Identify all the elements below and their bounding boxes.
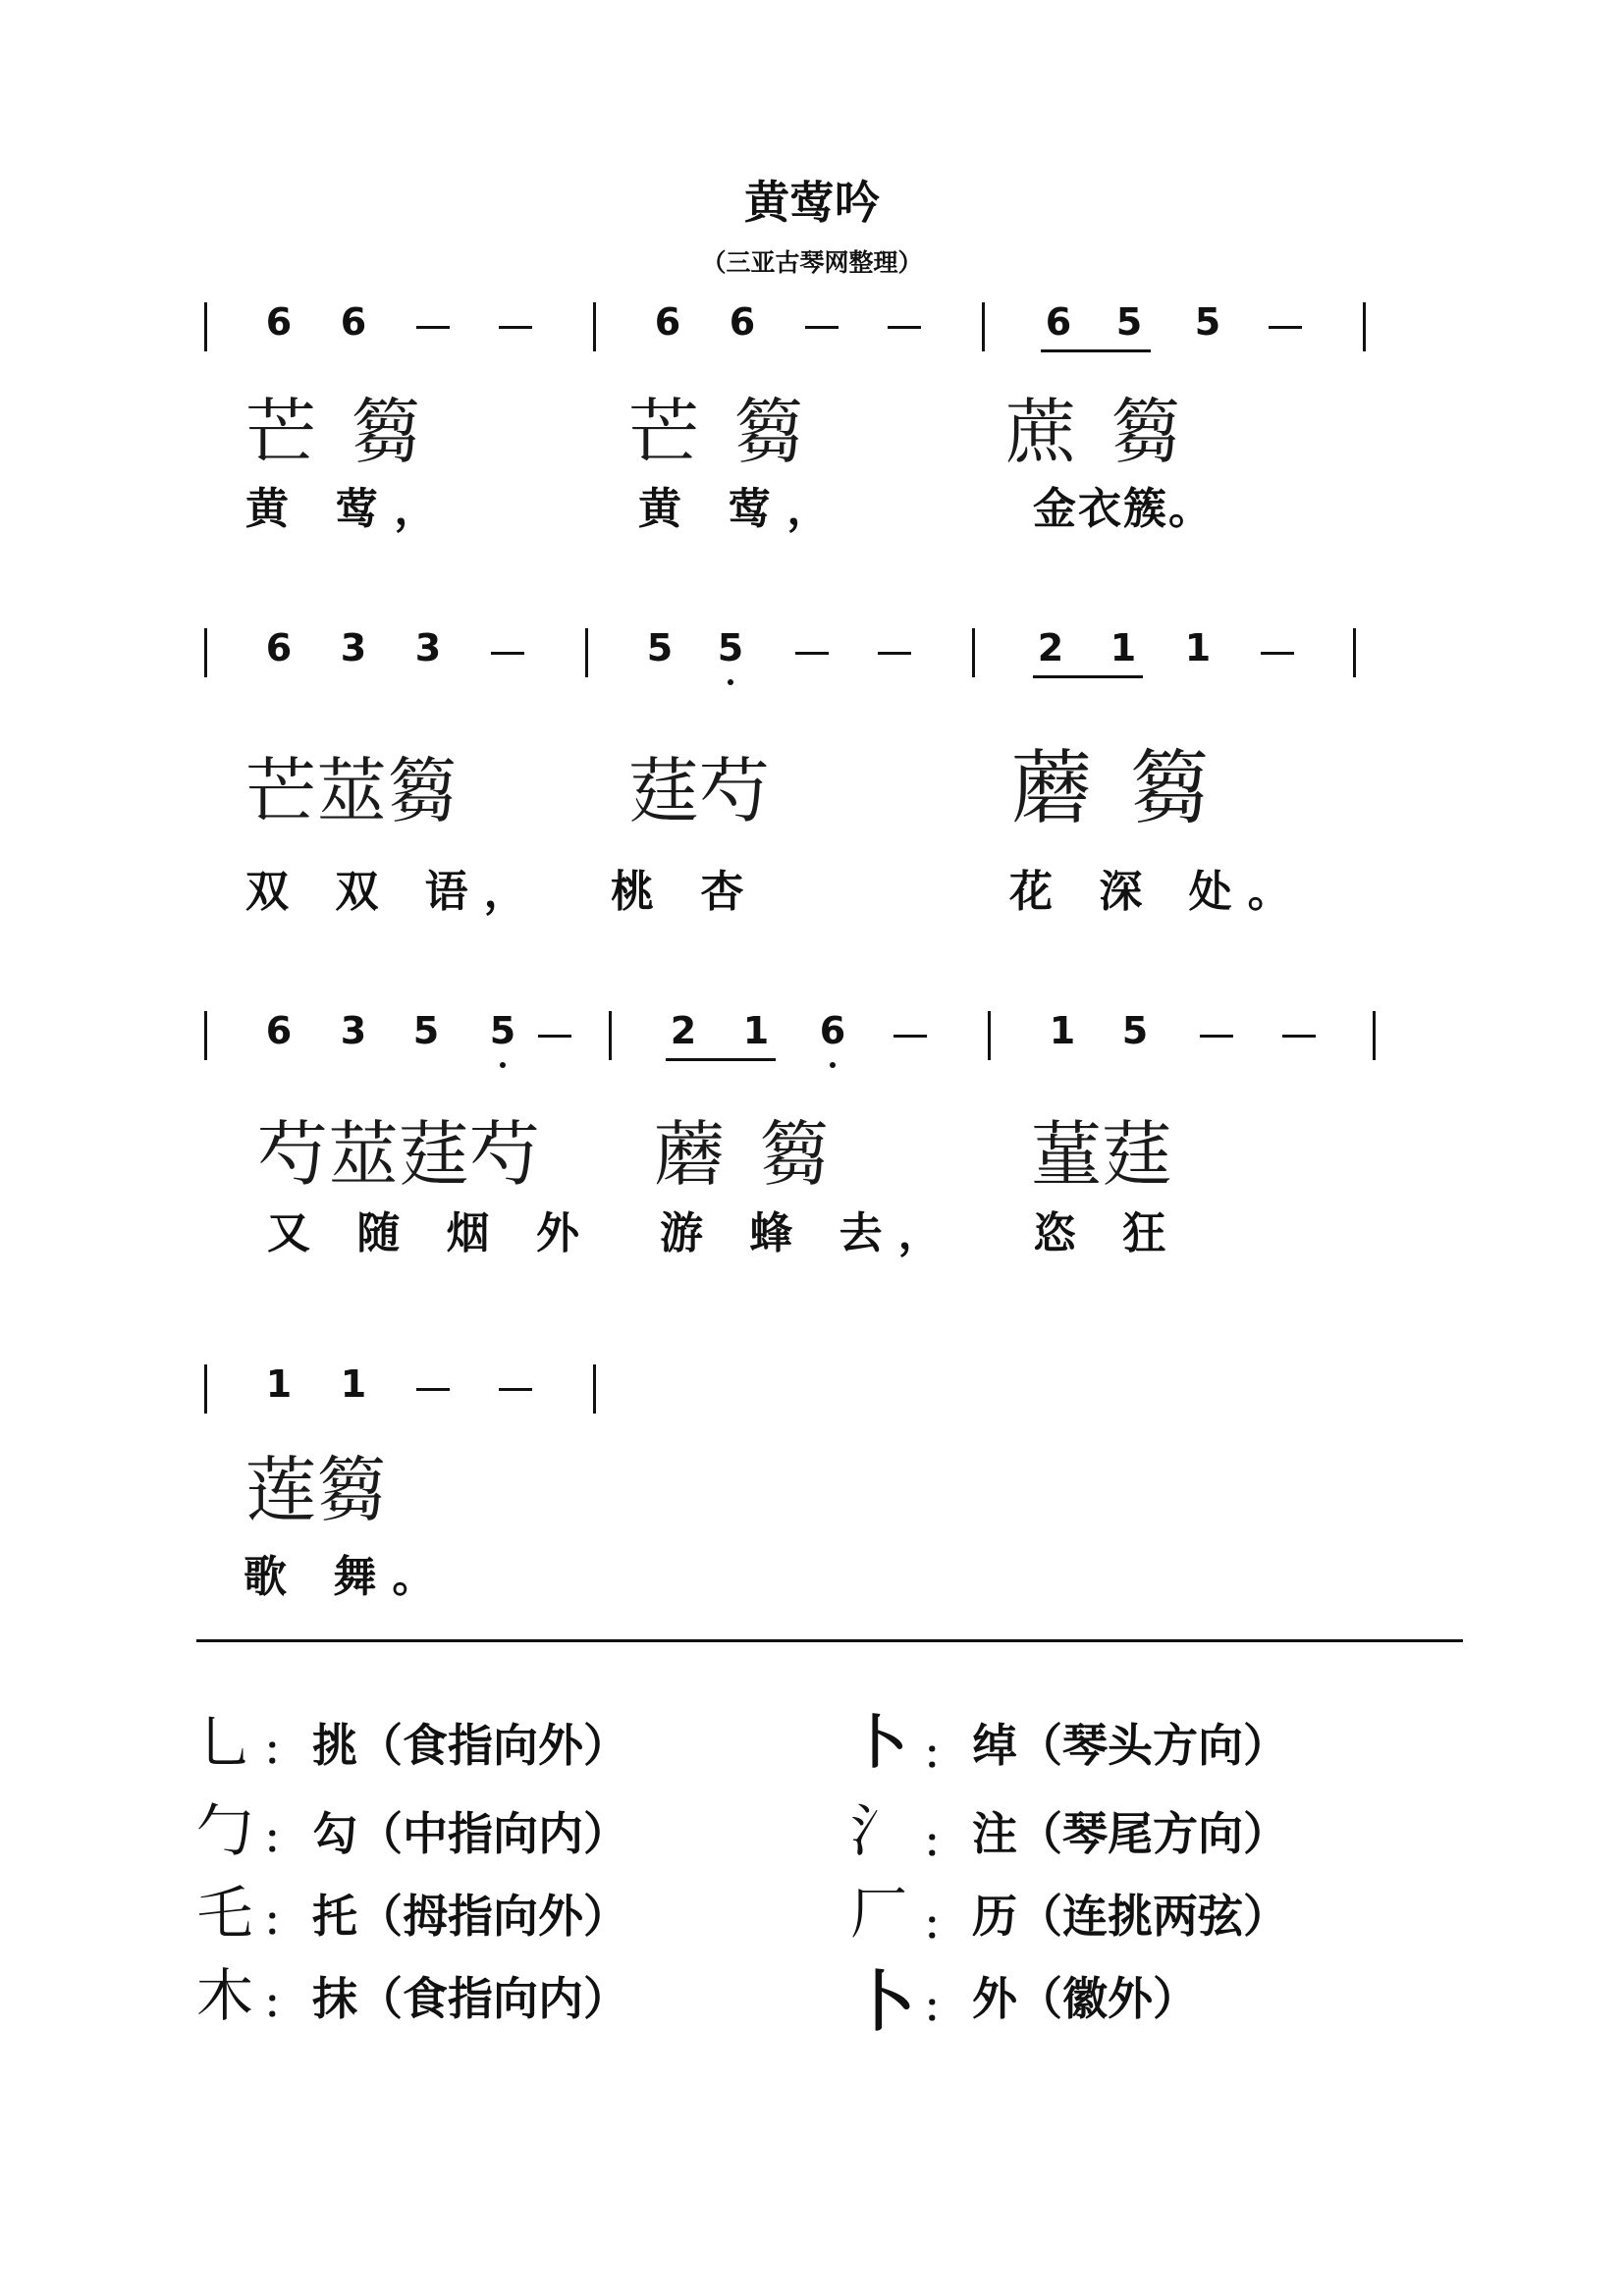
legend-text: 注（琴尾方向） (972, 1807, 1288, 1860)
dash (538, 1035, 571, 1038)
barline (609, 1011, 612, 1060)
dash (1200, 1035, 1233, 1038)
note: 5 (717, 626, 744, 669)
legend-symbol: 卜 (850, 1963, 915, 2040)
note: 3 (340, 1009, 367, 1052)
legend-text: 绰（琴头方向） (972, 1719, 1288, 1772)
legend-text: 勾（中指向内） (312, 1807, 628, 1860)
legend-colon: ： (263, 1899, 302, 1945)
legend-colon: ： (263, 1729, 302, 1774)
lyric: 金衣簇。 (1033, 484, 1214, 534)
tablature-glyphs: 蘑 篘 (1011, 742, 1217, 835)
dash (888, 326, 921, 329)
barline (1373, 1011, 1376, 1060)
low-octave-dot (728, 679, 733, 685)
tablature-glyphs: 蔗 篘 (1005, 391, 1187, 473)
legend-colon: ： (923, 1733, 962, 1778)
note: 1 (742, 1009, 770, 1052)
lyric: 游 蜂 去， (660, 1208, 957, 1258)
barline (204, 1011, 207, 1060)
dash (491, 652, 524, 655)
barline (972, 628, 975, 677)
dash (1269, 326, 1302, 329)
note: 3 (414, 626, 442, 669)
dash (1261, 652, 1294, 655)
dash (795, 652, 829, 655)
legend-symbol: 氵 (850, 1797, 908, 1864)
note: 5 (412, 1009, 440, 1052)
note: 6 (265, 1009, 293, 1052)
divider-line (196, 1639, 1463, 1642)
barline (1353, 628, 1356, 677)
tablature-glyphs: 莛芍 (628, 750, 771, 832)
barline (593, 1364, 596, 1414)
note: 5 (1121, 1009, 1149, 1052)
legend-text: 历（连挑两弦） (972, 1890, 1288, 1943)
lyric: 双 双 语， (245, 867, 543, 917)
note: 6 (819, 1009, 846, 1052)
note: 6 (265, 626, 293, 669)
note: 1 (1184, 626, 1212, 669)
low-octave-dot (830, 1062, 836, 1068)
lyric: 歌 舞。 (244, 1552, 452, 1602)
barline (204, 628, 207, 677)
tablature-glyphs: 芒莁篘 (245, 750, 459, 832)
barline (585, 628, 588, 677)
barline (204, 1364, 207, 1414)
legend-text: 抹（食指向内） (312, 1972, 628, 2025)
note: 2 (1037, 626, 1064, 669)
legend-symbol: 勹 (196, 1797, 254, 1864)
lyric: 桃 杏 (611, 867, 760, 917)
page-subtitle: （三亚古琴网整理） (701, 248, 923, 277)
dash (893, 1035, 927, 1038)
legend-colon: ： (923, 1986, 962, 2031)
note: 5 (489, 1009, 516, 1052)
legend-symbol: 乚 (196, 1709, 254, 1776)
note-underline (1041, 349, 1151, 352)
note: 5 (1194, 300, 1221, 344)
note-underline (1033, 675, 1143, 678)
legend-colon: ： (923, 1903, 962, 1949)
legend-text: 挑（食指向外） (312, 1719, 628, 1772)
note: 1 (1110, 626, 1137, 669)
tablature-glyphs: 莲篘 (245, 1449, 388, 1531)
lyric: 又 随 烟 外 (267, 1208, 595, 1258)
dash (1282, 1035, 1316, 1038)
low-octave-dot (500, 1062, 506, 1068)
legend-symbol: 乇 (196, 1880, 254, 1947)
barline (982, 302, 985, 351)
barline (988, 1011, 991, 1060)
lyric: 黄 莺， (638, 484, 846, 534)
note: 1 (340, 1362, 367, 1406)
page-title: 黄莺吟 (744, 176, 880, 229)
tablature-glyphs: 蘑 篘 (654, 1113, 836, 1196)
note: 2 (670, 1009, 697, 1052)
lyric: 黄 莺， (245, 484, 454, 534)
legend-colon: ： (263, 1817, 302, 1862)
note: 1 (265, 1362, 293, 1406)
legend-colon: ： (923, 1821, 962, 1866)
legend-text: 外（徽外） (972, 1972, 1198, 2025)
note: 6 (265, 300, 293, 344)
note: 3 (340, 626, 367, 669)
tablature-glyphs: 芒 篘 (628, 391, 810, 473)
barline (1363, 302, 1366, 351)
note: 5 (1115, 300, 1143, 344)
dash (416, 1388, 450, 1391)
legend-colon: ： (263, 1982, 302, 2027)
dash (499, 326, 532, 329)
note: 6 (729, 300, 756, 344)
dash (805, 326, 839, 329)
tablature-glyphs: 芒 篘 (245, 391, 427, 473)
legend-symbol: 厂 (850, 1880, 908, 1947)
lyric: 花 深 处。 (1009, 867, 1307, 917)
note: 5 (646, 626, 674, 669)
tablature-glyphs: 蓳莛 (1031, 1113, 1173, 1196)
legend-symbol: 卜 (850, 1709, 908, 1776)
legend-text: 托（拇指向外） (312, 1890, 628, 1943)
dash (416, 326, 450, 329)
note: 6 (340, 300, 367, 344)
tablature-glyphs: 芍莁莛芍 (257, 1113, 541, 1196)
note: 6 (1045, 300, 1072, 344)
note: 6 (654, 300, 681, 344)
dash (499, 1388, 532, 1391)
barline (593, 302, 596, 351)
note-underline (666, 1058, 776, 1061)
lyric: 恣 狂 (1033, 1208, 1182, 1258)
note: 1 (1049, 1009, 1076, 1052)
legend-symbol: 木 (196, 1962, 254, 2029)
dash (878, 652, 911, 655)
barline (204, 302, 207, 351)
